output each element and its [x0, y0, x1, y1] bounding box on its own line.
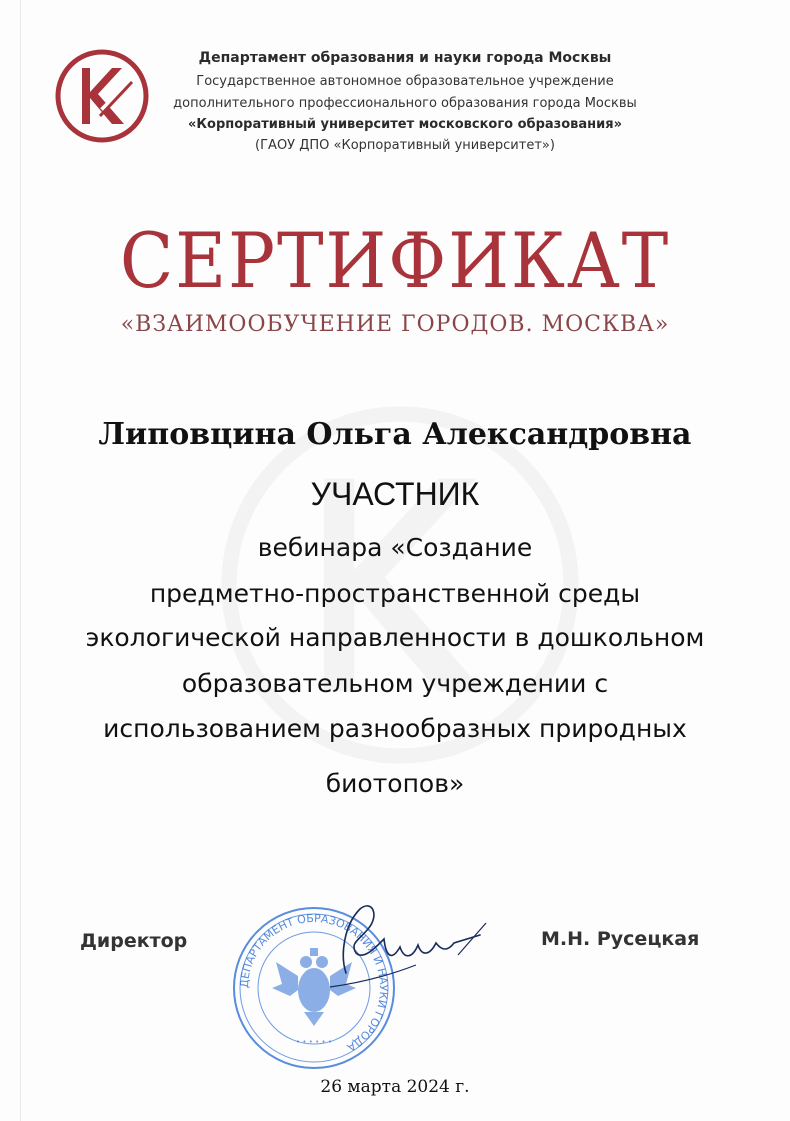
- ku-logo-icon: [52, 46, 152, 146]
- certificate-title: СЕРТИФИКАТ: [119, 216, 671, 305]
- stamp-text: ДЕПАРТАМЕНТ ОБРАЗОВАНИЯ И НАУКИ ГОРОДА: [237, 911, 391, 1055]
- description-line: использованием разнообразных природных: [103, 714, 687, 743]
- signature-icon: [320, 895, 490, 990]
- certificate-subtitle: «ВЗАИМООБУЧЕНИЕ ГОРОДОВ. МОСКВА»: [120, 312, 670, 337]
- description-line: образовательном учреждении с: [181, 669, 609, 698]
- director-name: М.Н. Русецкая: [541, 928, 700, 950]
- header-institution-name: «Корпоративный университет московского образования»: [188, 117, 622, 132]
- header-institution-desc: дополнительного профессионального образования города Москвы: [173, 96, 637, 111]
- header-institution-short: (ГАОУ ДПО «Корпоративный университет»): [255, 138, 555, 153]
- description-line: экологической направленности в дошкольном: [85, 623, 705, 652]
- issue-date: 26 марта 2024 г.: [320, 1077, 470, 1097]
- header-department: Департамент образования и науки города Москвы: [198, 50, 612, 66]
- svg-text:• • • • • •: • • • • • •: [296, 1038, 332, 1046]
- description-line: биотопов»: [325, 769, 465, 798]
- description-line: вебинара «Создание: [257, 533, 533, 562]
- recipient-name: Липовцина Ольга Александровна: [98, 417, 692, 452]
- header-institution-type: Государственное автономное образовательное учреждение: [196, 74, 614, 89]
- recipient-role: УЧАСТНИК: [310, 476, 480, 512]
- director-label: Директор: [80, 930, 188, 952]
- description-line: предметно-пространственной среды: [149, 579, 641, 608]
